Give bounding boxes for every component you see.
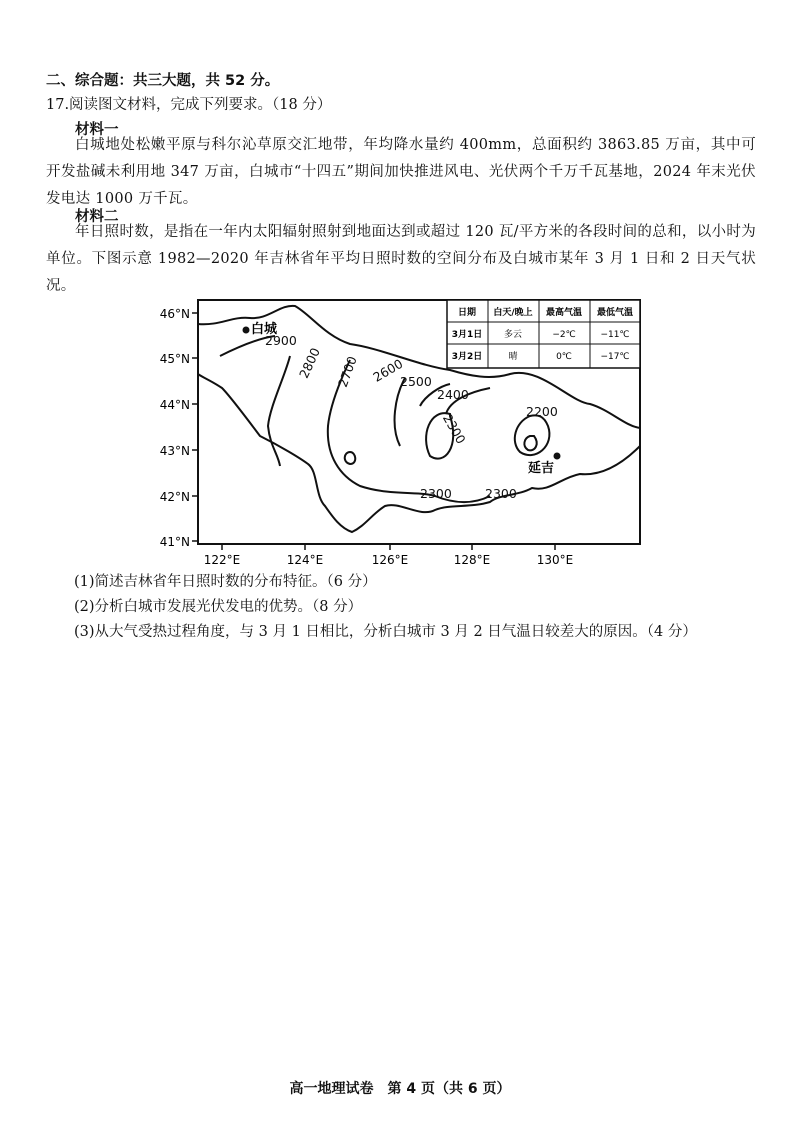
table-cell: 3月2日 bbox=[451, 352, 483, 362]
table-cell: −17℃ bbox=[600, 352, 630, 362]
isoline-label: 2800 bbox=[295, 345, 324, 381]
lat-label: 42°N bbox=[159, 490, 190, 504]
lon-label: 128°E bbox=[453, 553, 491, 567]
sub-question-3: (3)从大气受热过程角度，与 3 月 1 日相比，分析白城市 3 月 2 日气温日较差大的原因。（4 分） bbox=[74, 624, 697, 640]
lat-label: 46°N bbox=[159, 307, 190, 321]
lat-label: 43°N bbox=[159, 444, 190, 458]
lon-label: 130°E bbox=[536, 553, 574, 567]
lon-label: 126°E bbox=[371, 553, 409, 567]
city-dot-baicheng bbox=[243, 327, 250, 334]
table-cell: 3月1日 bbox=[451, 330, 483, 340]
table-header: 最高气温 bbox=[545, 308, 583, 318]
material2-text: 年日照时数，是指在一年内太阳辐射照射到地面达到或超过 120 瓦/平方米的各段时间的总和，以小时为单位。下图示意 1982—2020 年吉林省年平均日照时数的空间分布及白城市某年 3 月 1 日和 2 日天气状况。 bbox=[46, 224, 756, 294]
question-prompt: 17.阅读图文材料，完成下列要求。（18 分） bbox=[46, 97, 332, 113]
lat-label: 45°N bbox=[159, 352, 190, 366]
lat-label: 41°N bbox=[159, 535, 190, 549]
material2-heading: 材料二 bbox=[75, 209, 119, 225]
table-cell: 多云 bbox=[503, 330, 523, 340]
weather-table bbox=[447, 300, 640, 368]
isoline-label: 2400 bbox=[437, 387, 469, 402]
table-header: 白天/晚上 bbox=[493, 308, 533, 318]
lat-label: 44°N bbox=[159, 398, 190, 412]
material1-heading: 材料一 bbox=[75, 122, 119, 138]
page-footer: 高一地理试卷 第 4 页（共 6 页） bbox=[289, 1081, 511, 1097]
material1-text: 白城地处松嫩平原与科尔沁草原交汇地带，年均降水量约 400mm，总面积约 3863.85 万亩，其中可开发盐碱未利用地 347 万亩，白城市“十四五”期间加快推进风电、光伏两个千万千瓦基地，2024 年末光伏发电达 1000 万千瓦。 bbox=[46, 137, 756, 207]
isoline-label: 2200 bbox=[526, 404, 558, 419]
sub-question-1: (1)简述吉林省年日照时数的分布特征。（6 分） bbox=[74, 574, 377, 590]
isoline-label: 2300 bbox=[420, 486, 452, 501]
city-label-yanji: 延吉 bbox=[528, 461, 555, 476]
lon-label: 122°E bbox=[203, 553, 241, 567]
sub-question-2: (2)分析白城市发展光伏发电的优势。（8 分） bbox=[74, 599, 363, 615]
table-cell: 0℃ bbox=[556, 352, 572, 362]
city-label-baicheng: 白城 bbox=[251, 322, 278, 337]
table-cell: 晴 bbox=[508, 352, 518, 362]
section-heading: 二、综合题：共三大题，共 52 分。 bbox=[46, 73, 280, 89]
isoline-label: 2300 bbox=[485, 486, 517, 501]
city-dot-yanji bbox=[554, 453, 561, 460]
isoline-label: 2600 bbox=[370, 355, 406, 385]
isoline-label: 2500 bbox=[400, 374, 432, 389]
table-cell: −2℃ bbox=[552, 330, 576, 340]
lon-label: 124°E bbox=[286, 553, 324, 567]
lon-axis bbox=[204, 544, 574, 567]
isoline-label: 2300 bbox=[439, 411, 469, 447]
table-header: 最低气温 bbox=[596, 308, 634, 318]
isoline-label: 2900 bbox=[265, 333, 297, 348]
lat-axis bbox=[160, 307, 198, 549]
sunshine-map bbox=[150, 296, 650, 574]
table-header: 日期 bbox=[457, 308, 477, 318]
table-cell: −11℃ bbox=[600, 330, 630, 340]
isoline-label: 2700 bbox=[334, 354, 360, 390]
